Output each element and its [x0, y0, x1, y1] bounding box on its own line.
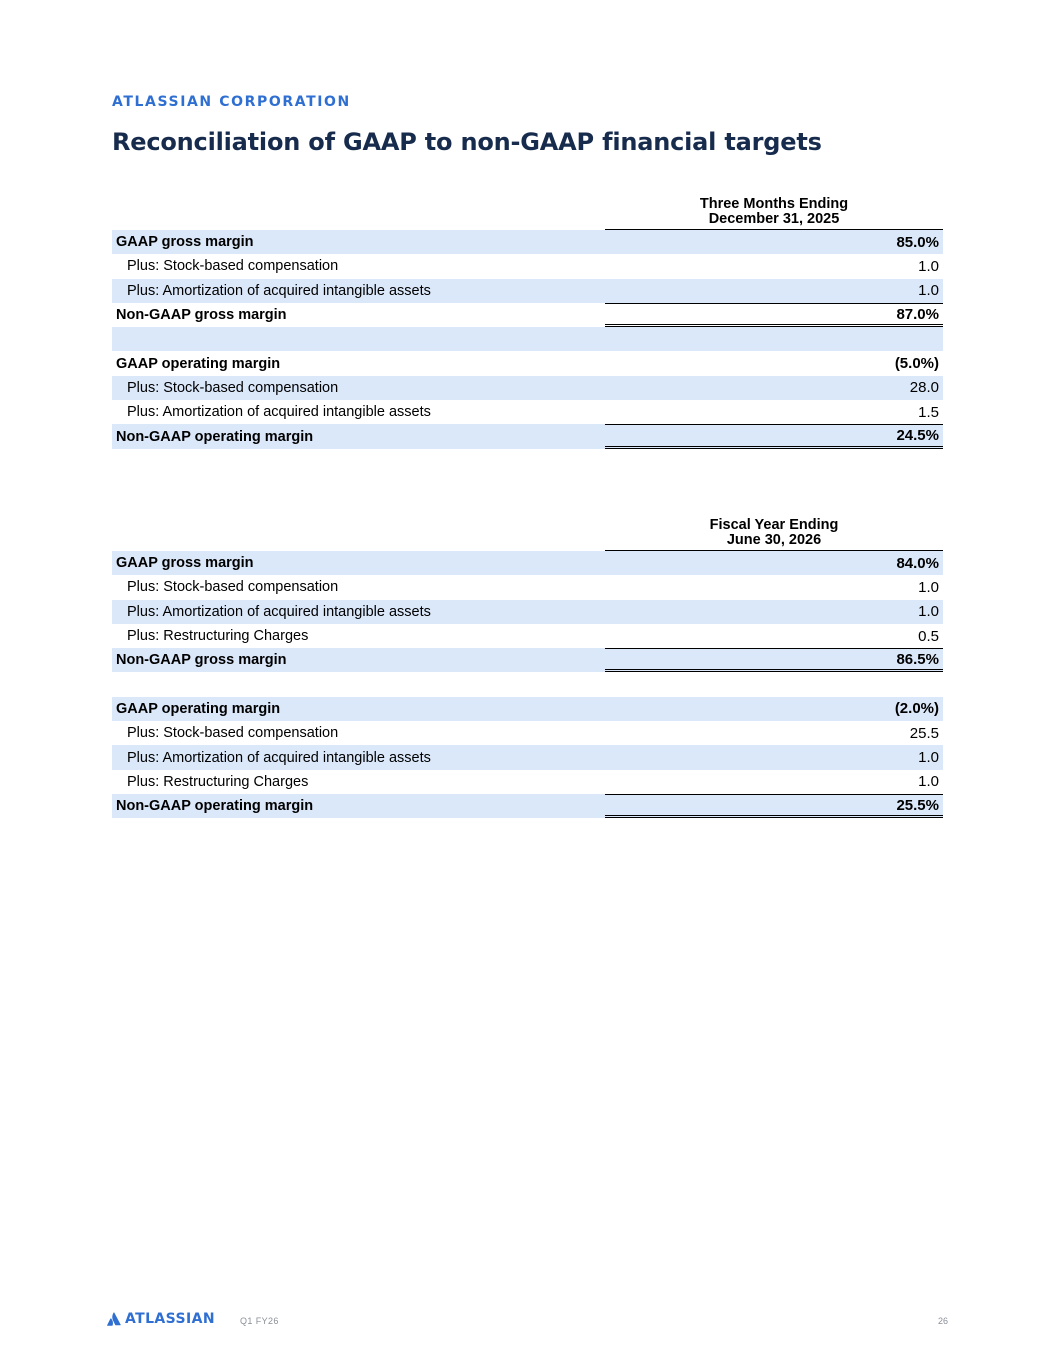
row-label: Non-GAAP gross margin [116, 307, 287, 324]
row-label: GAAP operating margin [116, 355, 281, 372]
row-value: (5.0%) [894, 355, 939, 373]
table-row [112, 230, 943, 254]
page-title: Reconciliation of GAAP to non-GAAP financial targets [112, 128, 822, 156]
row-value: 86.5% [605, 648, 943, 672]
row-value: 1.0 [918, 282, 939, 300]
row-value: 85.0% [896, 233, 939, 251]
row-value: 1.0 [918, 773, 939, 791]
column-header [605, 518, 943, 551]
column-header-line-1: Fiscal Year Ending [709, 517, 839, 533]
row-value: 1.0 [918, 257, 939, 275]
row-label: Plus: Restructuring Charges [127, 773, 309, 790]
table-row [112, 600, 943, 624]
fiscal-year-table [112, 518, 943, 818]
row-value: 84.0% [896, 554, 939, 572]
three-months-table [112, 197, 943, 449]
row-label: Plus: Amortization of acquired intangible assets [127, 282, 431, 299]
row-label: GAAP gross margin [116, 555, 254, 572]
column-header-line-1: Three Months Ending [699, 196, 849, 212]
row-value: 1.0 [918, 578, 939, 596]
table-row [112, 551, 943, 575]
page-number: 26 [938, 1316, 949, 1326]
row-value: 28.0 [909, 379, 939, 397]
column-header-line-2: December 31, 2025 [708, 211, 840, 227]
row-value: 87.0% [605, 303, 943, 327]
table-row-total [112, 303, 943, 327]
row-value: 1.0 [918, 749, 939, 767]
footer-period: Q1 FY26 [240, 1316, 279, 1326]
row-label: Non-GAAP gross margin [116, 652, 287, 669]
table-row [112, 400, 943, 424]
spacer-row [112, 327, 943, 351]
footer-brand-name: ATLASSIAN [125, 1311, 215, 1327]
table-row [112, 721, 943, 745]
row-label: Plus: Stock-based compensation [127, 579, 339, 596]
row-value: 24.5% [605, 424, 943, 448]
table-row [112, 376, 943, 400]
row-label: Plus: Stock-based compensation [127, 725, 339, 742]
column-header-line-2: June 30, 2026 [726, 532, 822, 548]
row-label: Plus: Amortization of acquired intangible assets [127, 749, 431, 766]
footer-brand [107, 1311, 215, 1327]
table-row-total [112, 648, 943, 672]
row-label: Non-GAAP operating margin [116, 798, 314, 815]
row-value: 1.5 [918, 403, 939, 421]
row-value: 25.5% [605, 794, 943, 818]
table-row [112, 254, 943, 278]
row-label: Plus: Stock-based compensation [127, 258, 339, 275]
column-header [605, 197, 943, 230]
row-label: Plus: Amortization of acquired intangible assets [127, 404, 431, 421]
spacer-row [112, 672, 943, 696]
table-row [112, 745, 943, 769]
row-value: 0.5 [918, 627, 939, 645]
table-row [112, 770, 943, 794]
row-label: Plus: Amortization of acquired intangible assets [127, 603, 431, 620]
row-label: Plus: Restructuring Charges [127, 628, 309, 645]
row-label: Non-GAAP operating margin [116, 428, 314, 445]
row-label: Plus: Stock-based compensation [127, 379, 339, 396]
row-label: GAAP gross margin [116, 234, 254, 251]
row-label: GAAP operating margin [116, 700, 281, 717]
table-row [112, 697, 943, 721]
table-row [112, 351, 943, 375]
table-row-total [112, 794, 943, 818]
table-row [112, 279, 943, 303]
atlassian-logo-icon [107, 1312, 121, 1326]
company-eyebrow: ATLASSIAN CORPORATION [112, 94, 351, 110]
row-value: 1.0 [918, 603, 939, 621]
table-row-total [112, 424, 943, 448]
table-row [112, 624, 943, 648]
row-value: 25.5 [909, 724, 939, 742]
table-row [112, 575, 943, 599]
row-value: (2.0%) [894, 700, 939, 718]
